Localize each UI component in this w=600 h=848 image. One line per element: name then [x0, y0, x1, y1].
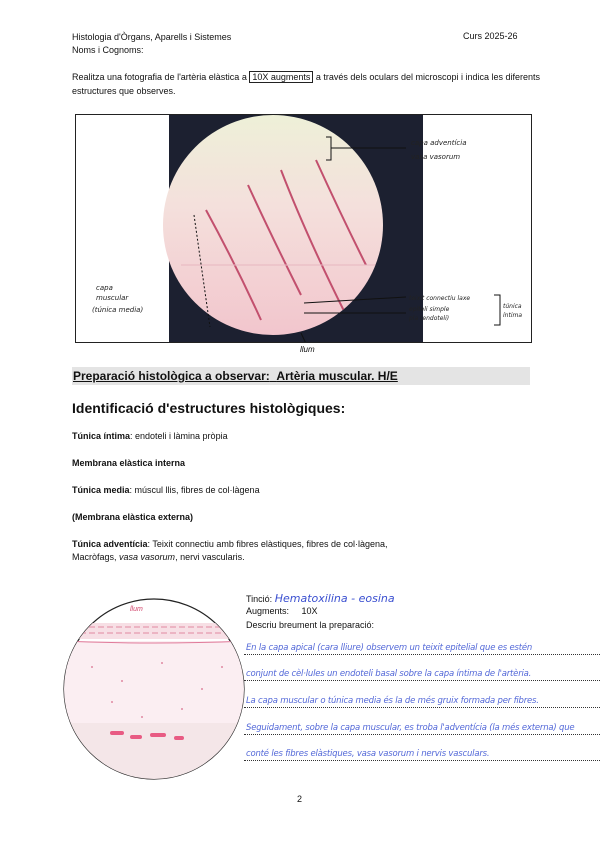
- instructions-boxed: 10X augments: [249, 71, 313, 83]
- label-adventitia: capa adventícia: [411, 139, 467, 147]
- preparation-value: Artèria muscular. H/E: [276, 369, 398, 383]
- item-internal-membrane: [72, 457, 472, 470]
- augments-label: Augments:: [246, 606, 290, 616]
- description-line: En la capa apical (cara lliure) observem un teixit epitelial que es estén: [246, 643, 533, 653]
- tincio-value: Hematoxilina - eosina: [274, 592, 395, 605]
- tincio-row: [246, 592, 395, 605]
- augments-row: [246, 606, 318, 616]
- drawing-circle: [62, 597, 246, 781]
- label-connective: teixit connectiu laxe: [409, 295, 471, 302]
- label-media-1: capa: [96, 284, 113, 292]
- media-label: Túnica media: [72, 485, 130, 495]
- intima-text: : endoteli i làmina pròpia: [130, 431, 228, 441]
- description-line: conjunt de cèl·lules un endoteli basal sobre la capa íntima de l'artèria.: [246, 669, 532, 679]
- instructions: [72, 70, 542, 98]
- preparation-label: Preparació histològica a observar:: [73, 369, 270, 383]
- external-membrane-label: (Membrana elàstica externa): [72, 512, 194, 522]
- item-intima: [72, 430, 472, 443]
- adventitia-text-2b: , nervi vascularis.: [175, 552, 245, 562]
- item-media: [72, 484, 472, 497]
- identification-title: Identificació d'estructures histològiques:: [72, 400, 346, 416]
- label-endothelium-2: pla (endoteli): [409, 315, 450, 322]
- microscope-photo: [76, 115, 531, 342]
- label-intima-2: íntima: [503, 312, 523, 319]
- item-external-membrane: [72, 511, 472, 524]
- internal-membrane-label: Membrana elàstica interna: [72, 458, 186, 468]
- description-line: conté les fibres elàstiques, vasa vasorum i nervis vasculars.: [246, 749, 490, 759]
- description-lines: [244, 640, 600, 770]
- tincio-label: Tinció:: [246, 594, 273, 604]
- microscope-photo-frame: [75, 114, 532, 343]
- instructions-before: Realitza una fotografia de l'artèria elàstica a: [72, 72, 247, 82]
- course-label: Curs 2025-26: [463, 31, 518, 41]
- descriu-label: Descriu breument la preparació:: [246, 620, 375, 630]
- subject-title: Histologia d'Òrgans, Aparells i Sistemes: [72, 32, 232, 42]
- description-line: Seguidament, sobre la capa muscular, es troba l'adventícia (la més externa) que: [246, 723, 575, 733]
- label-intima-1: túnica: [503, 303, 522, 310]
- drawing-lumen-label: llum: [130, 606, 143, 613]
- label-media-3: (túnica media): [92, 306, 144, 314]
- names-label: Noms i Cognoms:: [72, 45, 144, 55]
- description-line: La capa muscular o túnica media és la de més gruix formada per fibres.: [246, 696, 539, 706]
- media-text: : múscul llis, fibres de col·làgena: [129, 485, 260, 495]
- item-adventitia: [72, 538, 472, 564]
- adventitia-vasa: vasa vasorum: [119, 552, 176, 562]
- label-lumen: llum: [300, 345, 315, 354]
- label-vasa-vasorum: vasa vasorum: [411, 153, 461, 161]
- adventitia-label: Túnica adventícia: [72, 539, 148, 549]
- adventitia-text-2a: Macròfags,: [72, 552, 120, 562]
- preparation-heading: [73, 369, 398, 383]
- page-number: 2: [297, 794, 303, 804]
- augments-value: 10X: [301, 606, 318, 616]
- intima-label: Túnica íntima: [72, 431, 131, 441]
- label-endothelium-1: epiteli simple: [409, 306, 450, 313]
- label-media-2: muscular: [96, 294, 129, 302]
- header-left: [72, 31, 231, 57]
- instructions-after: a través dels oculars del microscopi i indica les diferents estructures que observes.: [72, 72, 541, 96]
- adventitia-text: : Teixit connectiu amb fibres elàstiques, fibres de col·làgena,: [147, 539, 388, 549]
